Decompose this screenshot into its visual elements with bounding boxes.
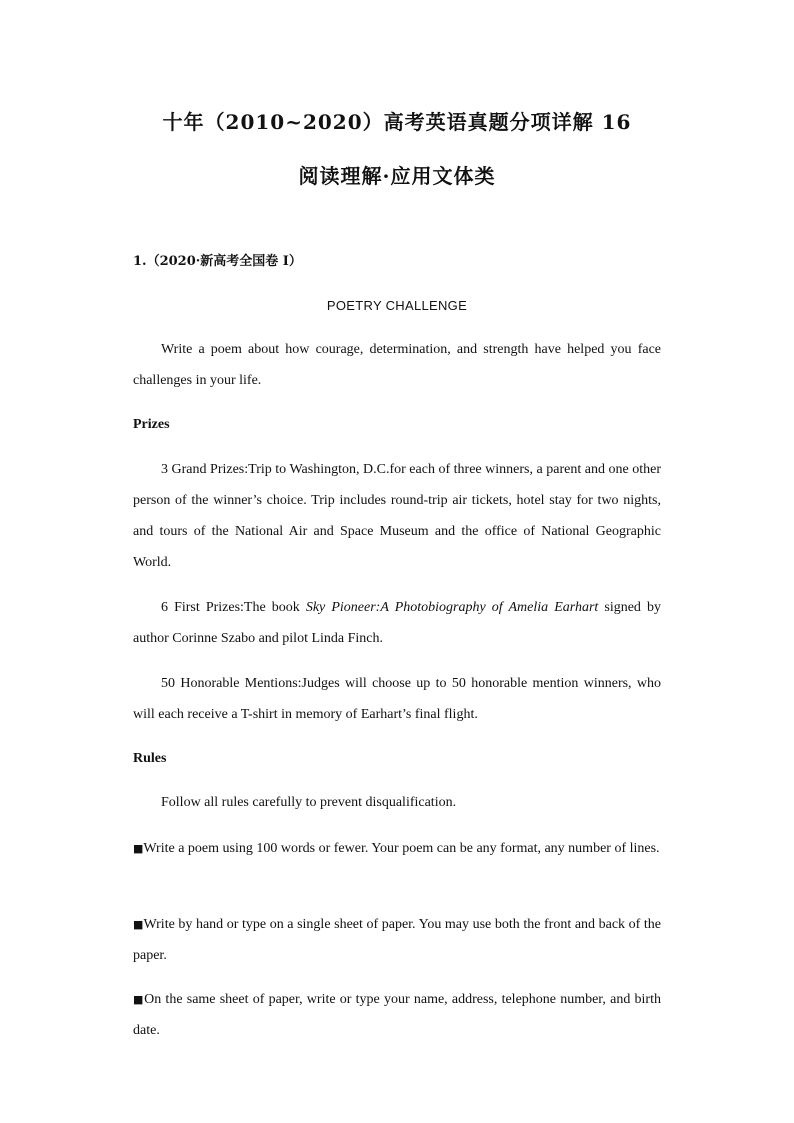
- prize-first-text-start: 6 First Prizes:The book: [161, 600, 306, 615]
- bullet-square-icon: ■: [133, 842, 144, 855]
- rule-item: [133, 909, 661, 971]
- article-intro: Write a poem about how courage, determination, and strength have helped you face challenges in your life.: [133, 342, 661, 388]
- article-heading: POETRY CHALLENGE: [326, 298, 468, 313]
- question-number: 1.（2020·新高考全国卷 I）: [133, 254, 302, 269]
- prize-grand-paragraph: 3 Grand Prizes:Trip to Washington, D.C.for each of three winners, a parent and one other person of the winner’s choice. Trip includes round-trip air tickets, hotel stay for two nights, and tours of the National Air and Space Museum and the office of National Geographic World.: [133, 462, 661, 570]
- prizes-heading: Prizes: [133, 417, 170, 432]
- book-title: Sky Pioneer:A Photobiography of Amelia Earhart: [305, 600, 599, 615]
- rule-item: [133, 984, 661, 1046]
- prize-honorable-paragraph: 50 Honorable Mentions:Judges will choose up to 50 honorable mention winners, who will each receive a T-shirt in memory of Earhart’s final flight.: [133, 676, 661, 722]
- bullet-square-icon: ■: [133, 918, 144, 931]
- rule-item: [133, 833, 661, 864]
- document-subtitle: 阅读理解·应用文体类: [298, 164, 496, 188]
- bullet-square-icon: ■: [133, 993, 145, 1006]
- rule-text: Write by hand or type on a single sheet of paper. You may use both the front and back of the paper.: [133, 917, 661, 963]
- prize-first-paragraph: [133, 592, 661, 654]
- rules-heading: Rules: [133, 751, 167, 766]
- document-title: 十年（2010~2020）高考英语真题分项详解 16: [162, 110, 632, 134]
- prize-first-text-end: signed by author Corinne Szabo and pilot Linda Finch.: [133, 600, 661, 646]
- rule-text: Write a poem using 100 words or fewer. Your poem can be any format, any number of lines.: [143, 841, 660, 856]
- rules-intro: Follow all rules carefully to prevent disqualification.: [161, 795, 457, 810]
- rule-text: On the same sheet of paper, write or type your name, address, telephone number, and birth date.: [133, 992, 661, 1038]
